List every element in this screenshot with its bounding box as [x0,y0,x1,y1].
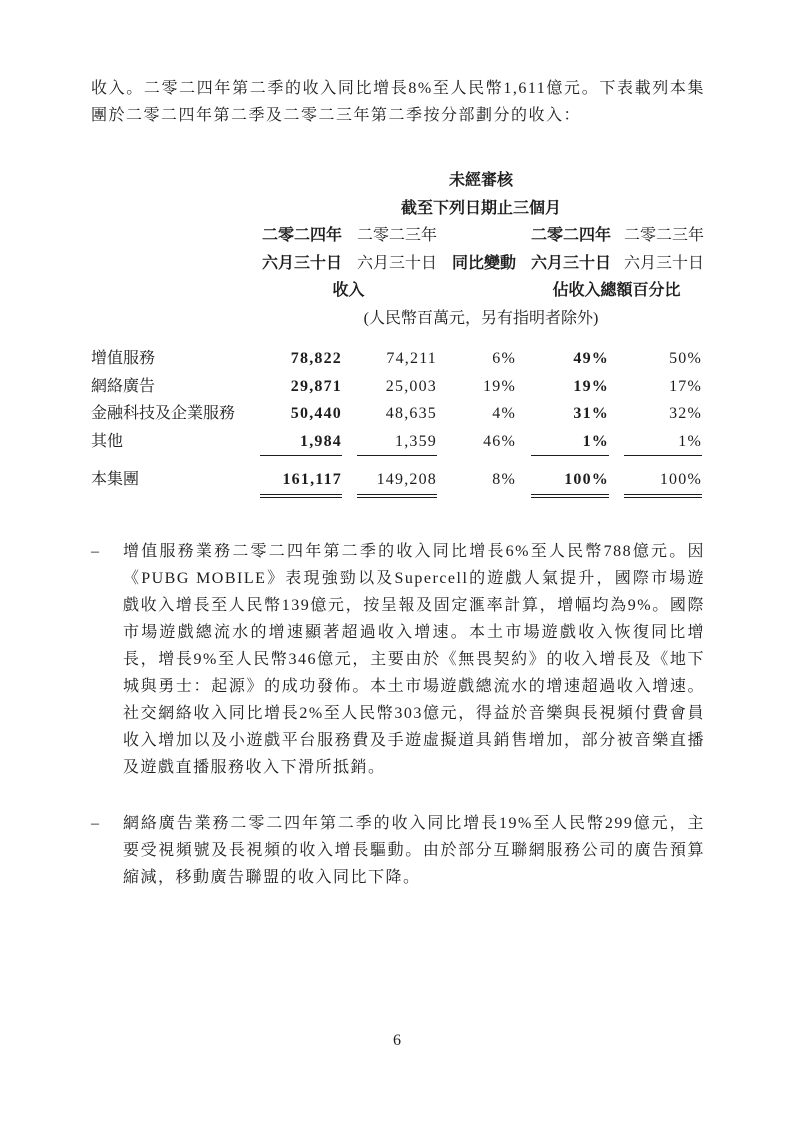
table-header-unaudited-row [91,167,705,195]
pct-2023-total: 100% [624,466,702,498]
table-row-total-group [91,466,705,498]
empty-cell [91,250,245,278]
col-header-year-2023-revenue: 二零二三年 [357,227,438,244]
yoy-value: 19% [483,377,516,395]
col-header-date-2024-pct: 六月三十日 [531,254,612,272]
row-label: 網絡廣告 [91,377,156,395]
pct-2024-value: 49% [573,350,609,367]
table-row-others [91,428,705,457]
page-number: 6 [393,1032,401,1049]
rev-2023-total: 149,208 [357,466,437,498]
pct-2023-value: 17% [669,377,702,395]
unaudited-label: 未經審核 [448,172,513,189]
intro-paragraph: 收入。二零二四年第二季的收入同比增長8%至人民幣1,611億元。下表載列本集團於二零二四年第二季及二零二三年第二季按分部劃分的收入： [91,80,705,124]
bullet-vas-commentary [91,538,705,781]
yoy-value: 46% [483,432,516,450]
col-header-year-2024-pct: 二零二四年 [531,227,612,244]
rev-2023-value: 74,211 [386,350,437,367]
bullet-dash-marker: – [91,814,99,832]
table-row-vas [91,345,705,373]
rev-2024-total: 161,117 [260,466,342,498]
rev-2024-value: 50,440 [290,405,342,422]
table-row-online-ads [91,373,705,401]
yoy-value: 6% [492,350,516,367]
pct-2023-value: 50% [669,350,702,367]
row-label: 本集團 [91,471,140,488]
col-header-year-2023-pct: 二零二三年 [624,227,705,244]
col-header-date-2024-revenue: 六月三十日 [261,254,342,272]
pct-2024-total: 100% [531,466,609,498]
pct-2023-value: 1% [624,428,702,457]
row-label: 增值服務 [91,350,156,367]
unit-note: (人民幣百萬元，另有指明者除外) [363,309,599,327]
commentary-bullets [91,538,705,891]
segment-revenue-table [91,167,705,498]
table-header-years-row [91,222,705,250]
col-header-date-2023-pct: 六月三十日 [624,254,705,272]
bullet-text: 增值服務業務二零二四年第二季的收入同比增長6%至人民幣788億元。因《PUBG MOBILE》表現強勁以及Supercell的遊戲人氣提升，國際市場遊戲收入增長至人民幣139億元，按呈報及固定滙率計算，增幅均為9%。國際市場遊戲總流水的增速顯著超過收入增速。本土市場遊戲收入恢復同比增長，增長9%至人民幣346億元，主要由於《無畏契約》的收入增長及《地下城與勇士：起源》的成功發佈。本土市場遊戲總流水的增速超過收入增速。社交網絡收入同比增長2%至人民幣303億元，得益於音樂與長視頻付費會員收入增加以及小遊戲平台服務費及手遊虛擬道具銷售增加，部分被音樂直播及遊戲直播服務收入下滑所抵銷。 [123,542,705,776]
table-row-fintech [91,400,705,428]
col-header-yoy-change: 同比變動 [452,254,517,272]
rev-2023-value: 25,003 [385,377,437,395]
table-header-groups-row [91,277,705,305]
rev-2024-value: 29,871 [290,377,342,395]
table-header-dates-row [91,250,705,278]
yoy-total: 8% [492,471,516,488]
col-header-year-2024-revenue: 二零二四年 [261,227,342,244]
col-header-date-2023-revenue: 六月三十日 [357,254,438,272]
table-header-period-row [91,195,705,223]
yoy-value: 4% [492,405,516,422]
group-header-pct-of-total: 佔收入總額百分比 [552,282,681,299]
table-header-unit-row [91,305,705,333]
bullet-dash-marker: – [91,542,99,560]
bullet-text: 網絡廣告業務二零二四年第二季的收入同比增長19%至人民幣299億元，主要受視頻號及長視頻的收入增長驅動。由於部分互聯網服務公司的廣告預算縮減，移動廣告聯盟的收入同比下降。 [123,814,705,886]
rev-2024-value: 1,984 [260,428,342,457]
group-header-revenue: 收入 [332,282,365,299]
rev-2023-value: 1,359 [357,428,437,457]
rev-2023-value: 48,635 [385,405,437,422]
bullet-online-ads-commentary [91,810,705,891]
empty-cell [452,222,516,250]
row-label: 其他 [91,432,124,450]
empty-cell [91,222,245,250]
pct-2024-value: 1% [531,428,609,457]
period-label: 截至下列日期止三個月 [400,199,561,217]
empty-cell [452,277,516,305]
pct-2024-value: 31% [573,405,609,422]
row-label: 金融科技及企業服務 [91,405,236,422]
pct-2024-value: 19% [573,377,609,395]
rev-2024-value: 78,822 [290,350,342,367]
pct-2023-value: 32% [669,405,702,422]
